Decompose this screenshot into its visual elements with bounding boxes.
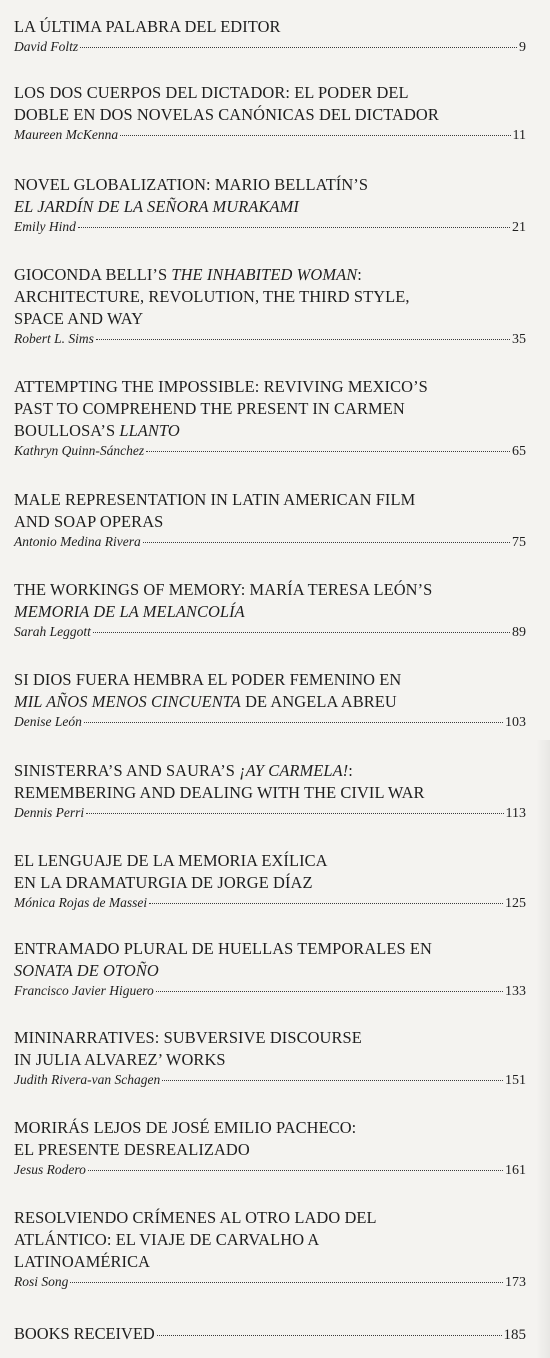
entry-author: Dennis Perri — [14, 805, 85, 820]
title-part: : — [357, 265, 362, 284]
title-italic: ¡AY CARMELA! — [239, 761, 349, 780]
toc-entry — [14, 1027, 526, 1089]
toc-entry — [14, 760, 526, 822]
entry-title — [14, 760, 526, 782]
entry-title: RESOLVIENDO CRÍMENES AL OTRO LADO DEL — [14, 1208, 377, 1227]
entry-title-line3: SPACE AND WAY — [14, 309, 144, 328]
books-received-entry — [14, 1323, 526, 1344]
entry-author: Robert L. Sims — [14, 331, 94, 346]
author-line — [14, 983, 526, 1000]
title-italic: THE INHABITED WOMAN — [171, 265, 358, 284]
entry-title: EL LENGUAJE DE LA MEMORIA EXÍLICA — [14, 851, 328, 870]
author-line — [14, 714, 526, 731]
author-line — [14, 39, 526, 56]
entry-title: SI DIOS FUERA HEMBRA EL PODER FEMENINO EN — [14, 670, 402, 689]
author-line — [14, 624, 526, 641]
author-line — [14, 331, 526, 348]
entry-title: ENTRAMADO PLURAL DE HUELLAS TEMPORALES EN — [14, 939, 432, 958]
toc-entry — [14, 1207, 526, 1291]
toc-entry — [14, 579, 526, 641]
title-italic: LLANTO — [119, 421, 180, 440]
entry-title-line2: SONATA DE OTOÑO — [14, 961, 159, 980]
author-line — [14, 443, 526, 460]
entry-title-line2: EN LA DRAMATURGIA DE JORGE DÍAZ — [14, 873, 313, 892]
entry-title-line2: MEMORIA DE LA MELANCOLÍA — [14, 602, 245, 621]
page-number: 185 — [503, 1327, 526, 1343]
entry-author: Mónica Rojas de Massei — [14, 895, 148, 910]
entry-title: ATTEMPTING THE IMPOSSIBLE: REVIVING MEXICO’S — [14, 377, 428, 396]
entry-title-line3 — [14, 420, 526, 442]
page-number: 173 — [505, 1275, 526, 1290]
entry-title-line2: EL PRESENTE DESREALIZADO — [14, 1140, 250, 1159]
author-line — [14, 895, 526, 912]
entry-author: Sarah Leggott — [14, 624, 91, 639]
toc-entry — [14, 1117, 526, 1179]
entry-author: Maureen McKenna — [14, 127, 119, 142]
page-number: 133 — [505, 984, 526, 999]
dot-leader — [88, 1170, 503, 1171]
entry-author: Francisco Javier Higuero — [14, 983, 154, 998]
page-number: 125 — [505, 896, 526, 911]
dot-leader — [157, 1335, 502, 1336]
dot-leader — [86, 813, 503, 814]
toc-entry — [14, 850, 526, 912]
entry-title-line2 — [14, 691, 526, 713]
entry-title: MININARRATIVES: SUBVERSIVE DISCOURSE — [14, 1028, 362, 1047]
dot-leader — [120, 135, 510, 136]
entry-title-line2: AND SOAP OPERAS — [14, 512, 164, 531]
entry-title-line3: LATINOAMÉRICA — [14, 1252, 151, 1271]
toc-entry — [14, 938, 526, 1000]
entry-author: Kathryn Quinn-Sánchez — [14, 443, 145, 458]
entry-title: THE WORKINGS OF MEMORY: MARÍA TERESA LEÓN’S — [14, 580, 433, 599]
entry-title-line2: ARCHITECTURE, REVOLUTION, THE THIRD STYLE, — [14, 287, 410, 306]
title-part: BOULLOSA’S — [14, 421, 120, 440]
author-line — [14, 1274, 526, 1291]
author-line — [14, 127, 526, 144]
entry-title: MORIRÁS LEJOS DE JOSÉ EMILIO PACHECO: — [14, 1118, 357, 1137]
author-line — [14, 1072, 526, 1089]
entry-title-line2: DOBLE EN DOS NOVELAS CANÓNICAS DEL DICTADOR — [14, 105, 439, 124]
entry-title: LA ÚLTIMA PALABRA DEL EDITOR — [14, 17, 281, 36]
dot-leader — [146, 451, 510, 452]
dot-leader — [156, 991, 503, 992]
entry-title: NOVEL GLOBALIZATION: MARIO BELLATÍN’S — [14, 175, 369, 194]
toc-entry — [14, 376, 526, 460]
title-part: DE ANGELA ABREU — [240, 692, 397, 711]
books-received-title: BOOKS RECEIVED — [14, 1324, 155, 1343]
dot-leader — [93, 632, 510, 633]
toc-entry — [14, 264, 526, 348]
title-part: : — [348, 761, 353, 780]
title-italic: MIL AÑOS MENOS CINCUENTA — [14, 692, 241, 711]
dot-leader — [149, 903, 503, 904]
page-number: 151 — [505, 1073, 526, 1088]
entry-author: Denise León — [14, 714, 82, 729]
dot-leader — [70, 1282, 503, 1283]
title-part: GIOCONDA BELLI’S — [14, 265, 172, 284]
toc-entry — [14, 16, 526, 56]
page-number: 35 — [512, 332, 526, 347]
books-received-line — [14, 1324, 526, 1344]
entry-title-line2: PAST TO COMPREHEND THE PRESENT IN CARMEN — [14, 399, 405, 418]
page-number: 161 — [505, 1163, 526, 1178]
author-line — [14, 805, 526, 822]
page-number: 89 — [512, 625, 526, 640]
page-number: 103 — [505, 715, 526, 730]
entry-title: MALE REPRESENTATION IN LATIN AMERICAN FILM — [14, 490, 416, 509]
dot-leader — [80, 47, 517, 48]
page-number: 9 — [519, 40, 526, 55]
page-number: 113 — [505, 806, 526, 821]
toc-entry — [14, 174, 526, 236]
entry-author: Judith Rivera-van Schagen — [14, 1072, 161, 1087]
entry-title-line2: EL JARDÍN DE LA SEÑORA MURAKAMI — [14, 197, 299, 216]
entry-author: Rosi Song — [14, 1274, 69, 1289]
entry-title-line2: ATLÁNTICO: EL VIAJE DE CARVALHO A — [14, 1230, 320, 1249]
author-line — [14, 534, 526, 551]
entry-author: Jesus Rodero — [14, 1162, 86, 1177]
dot-leader — [96, 339, 510, 340]
page-number: 11 — [512, 128, 526, 143]
toc-entry — [14, 669, 526, 731]
page-number: 75 — [512, 535, 526, 550]
dot-leader — [143, 542, 510, 543]
entry-author: Antonio Medina Rivera — [14, 534, 141, 549]
dot-leader — [78, 227, 510, 228]
entry-author: Emily Hind — [14, 219, 76, 234]
dot-leader — [162, 1080, 503, 1081]
entry-title: LOS DOS CUERPOS DEL DICTADOR: EL PODER DEL — [14, 83, 409, 102]
page-edge-shadow — [536, 740, 550, 1358]
author-line — [14, 1162, 526, 1179]
page-number: 65 — [512, 444, 526, 459]
entry-title-line2: IN JULIA ALVAREZ’ WORKS — [14, 1050, 226, 1069]
entry-title-line2: REMEMBERING AND DEALING WITH THE CIVIL WAR — [14, 783, 425, 802]
page-number: 21 — [512, 220, 526, 235]
author-line — [14, 219, 526, 236]
title-part: SINISTERRA’S AND SAURA’S — [14, 761, 240, 780]
entry-title — [14, 264, 526, 286]
entry-author: David Foltz — [14, 39, 79, 54]
dot-leader — [84, 722, 503, 723]
toc-entry — [14, 489, 526, 551]
toc-entry — [14, 82, 526, 144]
